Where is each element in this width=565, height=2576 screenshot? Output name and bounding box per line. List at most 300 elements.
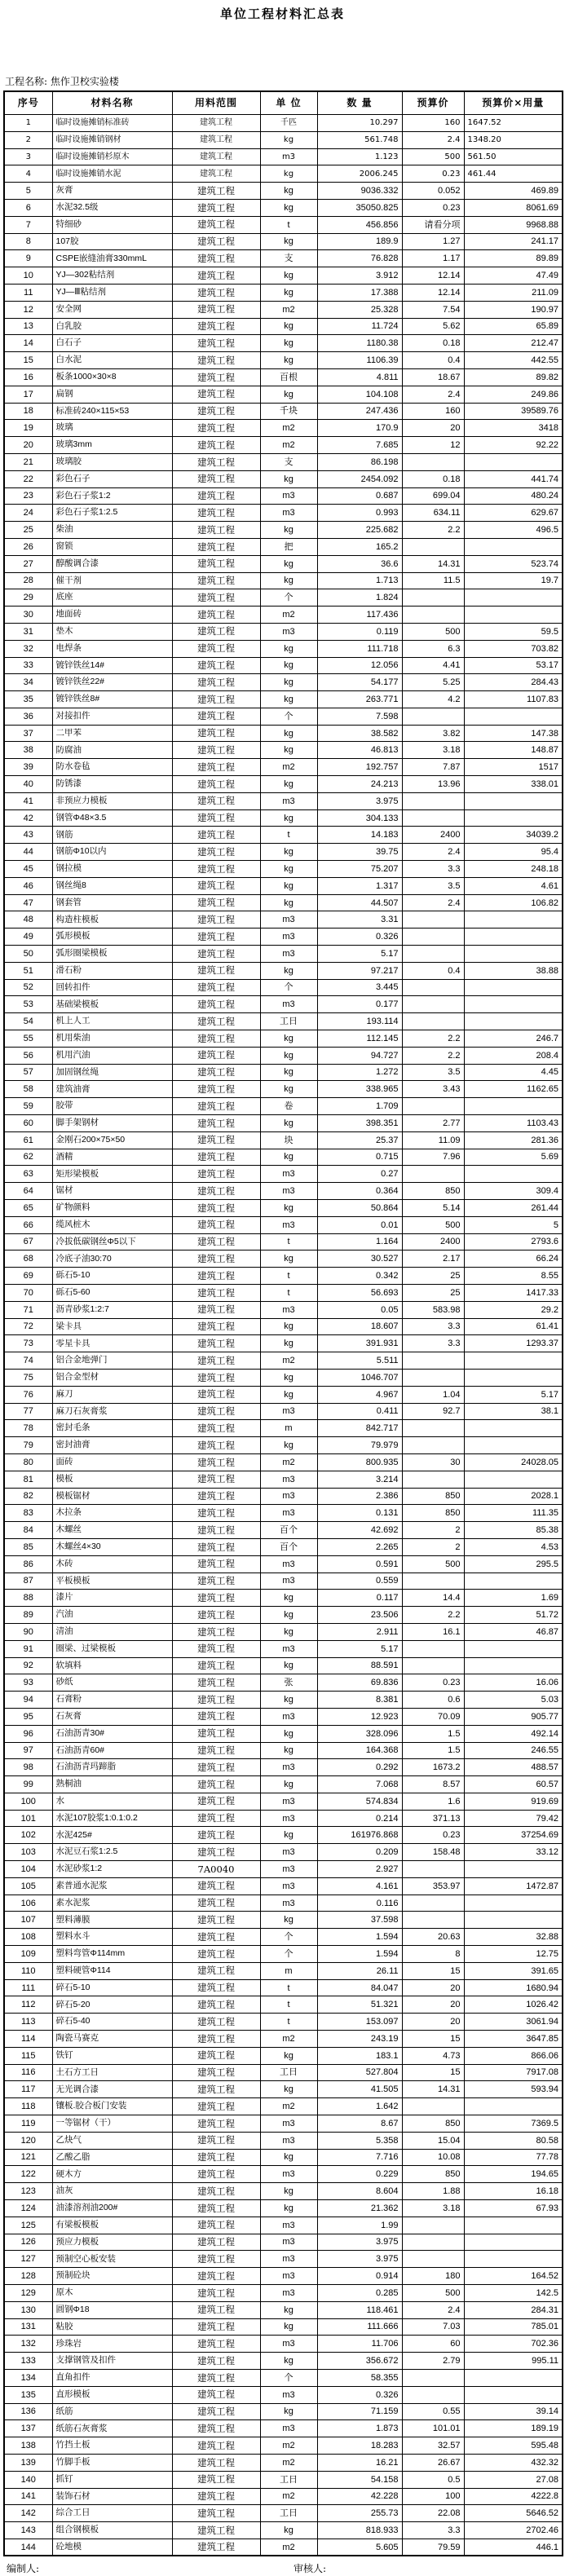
table-row: [4, 403, 563, 420]
table-row: [4, 1776, 563, 1793]
cell-price-times-usage: 1417.33: [464, 1284, 563, 1301]
cell-no: 42: [4, 809, 52, 827]
cell-budget-price: 6.3: [402, 640, 464, 657]
cell-price-times-usage: 488.57: [464, 1759, 563, 1776]
cell-no: 110: [4, 1962, 52, 1979]
cell-price-times-usage: 995.11: [464, 2353, 563, 2370]
cell-price-times-usage: 8061.69: [464, 199, 563, 216]
project-name-line: [5, 74, 565, 88]
cell-quantity: 14.183: [317, 827, 402, 844]
cell-quantity: 161976.868: [317, 1827, 402, 1844]
cell-unit: kg: [260, 233, 317, 250]
table-row: [4, 1335, 563, 1352]
cell-no: 109: [4, 1946, 52, 1963]
cell-unit: t: [260, 827, 317, 844]
cell-no: 114: [4, 2031, 52, 2048]
table-row: [4, 2031, 563, 2048]
cell-usage-scope: 建筑工程: [172, 131, 260, 148]
cell-budget-price: [402, 1369, 464, 1386]
cell-price-times-usage: 1680.94: [464, 1979, 563, 1996]
cell-usage-scope: 建筑工程: [172, 1403, 260, 1420]
cell-quantity: 561.748: [317, 131, 402, 148]
cell-budget-price: 2.17: [402, 1251, 464, 1268]
cell-quantity: 0.559: [317, 1573, 402, 1590]
cell-no: 105: [4, 1877, 52, 1895]
cell-quantity: 1.709: [317, 1098, 402, 1115]
cell-quantity: 1.164: [317, 1233, 402, 1251]
cell-budget-price: 20: [402, 1996, 464, 2014]
cell-budget-price: 92.7: [402, 1403, 464, 1420]
cell-material-name: 木砖: [52, 1555, 172, 1573]
cell-quantity: 0.209: [317, 1844, 402, 1861]
table-row: [4, 505, 563, 522]
cell-quantity: 800.935: [317, 1453, 402, 1471]
cell-usage-scope: 建筑工程: [172, 1335, 260, 1352]
cell-quantity: 263.771: [317, 691, 402, 708]
cell-price-times-usage: 1103.43: [464, 1115, 563, 1132]
cell-budget-price: 353.97: [402, 1877, 464, 1895]
cell-quantity: 16.21: [317, 2454, 402, 2471]
cell-usage-scope: 建筑工程: [172, 1555, 260, 1573]
cell-material-name: 安全网: [52, 301, 172, 318]
cell-unit: m3: [260, 2268, 317, 2285]
footer-preparer-label: 编制人:: [7, 2563, 40, 2575]
cell-price-times-usage: 61.41: [464, 1318, 563, 1335]
cell-no: 94: [4, 1692, 52, 1709]
cell-budget-price: 15: [402, 2064, 464, 2081]
cell-usage-scope: 建筑工程: [172, 2454, 260, 2471]
cell-no: 96: [4, 1725, 52, 1742]
cell-material-name: 催干剂: [52, 572, 172, 589]
cell-usage-scope: 建筑工程: [172, 403, 260, 420]
cell-usage-scope: 建筑工程: [172, 674, 260, 691]
cell-unit: kg: [260, 1590, 317, 1607]
cell-quantity: 0.131: [317, 1505, 402, 1522]
cell-usage-scope: 建筑工程: [172, 1996, 260, 2014]
cell-unit: t: [260, 2014, 317, 2031]
cell-no: 51: [4, 962, 52, 979]
cell-unit: 工日: [260, 2064, 317, 2081]
cell-price-times-usage: 148.87: [464, 742, 563, 759]
cell-material-name: 水: [52, 1793, 172, 1810]
table-row: [4, 2285, 563, 2302]
cell-material-name: 防水卷毡: [52, 759, 172, 776]
table-row: [4, 1403, 563, 1420]
cell-budget-price: 14.31: [402, 2081, 464, 2098]
cell-no: 56: [4, 1047, 52, 1064]
cell-material-name: 碎石5-10: [52, 1979, 172, 1996]
cell-material-name: 圆钢Φ18: [52, 2301, 172, 2318]
cell-unit: m2: [260, 301, 317, 318]
table-row: [4, 1200, 563, 1217]
table-row: [4, 1251, 563, 1268]
cell-material-name: 油漆溶剂油200#: [52, 2200, 172, 2217]
cell-price-times-usage: 261.44: [464, 1200, 563, 1217]
cell-budget-price: 18.67: [402, 368, 464, 386]
table-row: [4, 1962, 563, 1979]
cell-usage-scope: 建筑工程: [172, 1369, 260, 1386]
table-row: [4, 267, 563, 285]
cell-quantity: 5.511: [317, 1352, 402, 1370]
cell-price-times-usage: 9968.88: [464, 216, 563, 233]
cell-budget-price: 0.23: [402, 1674, 464, 1692]
cell-material-name: 镀锌铁丝8#: [52, 691, 172, 708]
cell-budget-price: 32.57: [402, 2437, 464, 2455]
cell-quantity: 18.283: [317, 2437, 402, 2455]
cell-no: 143: [4, 2522, 52, 2539]
cell-usage-scope: 建筑工程: [172, 2031, 260, 2048]
cell-material-name: 镶板.胶合板门安装: [52, 2098, 172, 2115]
cell-material-name: 板条1000×30×8: [52, 368, 172, 386]
cell-price-times-usage: 77.78: [464, 2149, 563, 2166]
cell-quantity: 38.582: [317, 725, 402, 742]
cell-price-times-usage: 5: [464, 1216, 563, 1233]
cell-budget-price: 7.03: [402, 2318, 464, 2336]
cell-material-name: 土石方工日: [52, 2064, 172, 2081]
table-row: [4, 2098, 563, 2115]
cell-material-name: 机用汽油: [52, 1047, 172, 1064]
cell-usage-scope: 建筑工程: [172, 623, 260, 640]
cell-budget-price: [402, 1912, 464, 1929]
cell-unit: 块: [260, 1131, 317, 1149]
cell-material-name: 砂纸: [52, 1674, 172, 1692]
cell-price-times-usage: 208.4: [464, 1047, 563, 1064]
cell-unit: m3: [260, 623, 317, 640]
cell-price-times-usage: 785.01: [464, 2318, 563, 2336]
cell-quantity: 118.461: [317, 2301, 402, 2318]
cell-material-name: 陶瓷马赛克: [52, 2031, 172, 2048]
cell-budget-price: 850: [402, 2115, 464, 2133]
cell-usage-scope: 建筑工程: [172, 1030, 260, 1048]
cell-quantity: 0.411: [317, 1403, 402, 1420]
table-row: [4, 1047, 563, 1064]
cell-budget-price: 3.5: [402, 1064, 464, 1081]
cell-usage-scope: 建筑工程: [172, 792, 260, 809]
cell-budget-price: [402, 708, 464, 725]
cell-no: 116: [4, 2064, 52, 2081]
cell-quantity: 842.717: [317, 1420, 402, 1437]
cell-material-name: 彩色石子浆1:2.5: [52, 505, 172, 522]
header-cell-no: 序号: [4, 91, 52, 115]
cell-material-name: 钢拉模: [52, 861, 172, 878]
table-row: [4, 250, 563, 267]
table-row: [4, 589, 563, 607]
cell-quantity: 0.05: [317, 1301, 402, 1318]
cell-unit: t: [260, 1233, 317, 1251]
cell-no: 3: [4, 148, 52, 165]
cell-usage-scope: 建筑工程: [172, 216, 260, 233]
cell-quantity: 97.217: [317, 962, 402, 979]
cell-unit: m3: [260, 2115, 317, 2133]
table-row: [4, 555, 563, 572]
cell-quantity: 153.097: [317, 2014, 402, 2031]
cell-budget-price: 15: [402, 1962, 464, 1979]
cell-no: 127: [4, 2251, 52, 2268]
cell-price-times-usage: 3418: [464, 420, 563, 437]
cell-quantity: 0.326: [317, 2386, 402, 2403]
cell-no: 76: [4, 1386, 52, 1403]
cell-price-times-usage: 194.65: [464, 2166, 563, 2183]
table-row: [4, 1030, 563, 1048]
cell-material-name: 玻璃: [52, 420, 172, 437]
cell-no: 108: [4, 1929, 52, 1946]
cell-material-name: 矿物颜料: [52, 1200, 172, 1217]
cell-quantity: 165.2: [317, 538, 402, 555]
table-row: [4, 911, 563, 929]
table-row: [4, 1538, 563, 1555]
cell-price-times-usage: [464, 1471, 563, 1488]
cell-budget-price: 2.4: [402, 386, 464, 403]
cell-no: 12: [4, 301, 52, 318]
cell-usage-scope: 建筑工程: [172, 1301, 260, 1318]
cell-usage-scope: 建筑工程: [172, 522, 260, 539]
cell-unit: kg: [260, 1149, 317, 1166]
cell-price-times-usage: 51.72: [464, 1607, 563, 1624]
cell-quantity: 0.993: [317, 505, 402, 522]
cell-no: 19: [4, 420, 52, 437]
cell-budget-price: 12.14: [402, 267, 464, 285]
cell-budget-price: 22.08: [402, 2505, 464, 2522]
cell-budget-price: [402, 1640, 464, 1657]
cell-quantity: 42.228: [317, 2488, 402, 2505]
cell-unit: kg: [260, 522, 317, 539]
cell-usage-scope: 建筑工程: [172, 1827, 260, 1844]
cell-no: 118: [4, 2098, 52, 2115]
cell-quantity: 21.362: [317, 2200, 402, 2217]
cell-price-times-usage: 249.86: [464, 386, 563, 403]
table-row: [4, 2081, 563, 2098]
cell-price-times-usage: 38.1: [464, 1403, 563, 1420]
table-row: [4, 199, 563, 216]
cell-budget-price: [402, 1437, 464, 1454]
table-row: [4, 1318, 563, 1335]
cell-price-times-usage: 1162.65: [464, 1081, 563, 1098]
cell-price-times-usage: 4.45: [464, 1064, 563, 1081]
material-summary-table: [3, 90, 563, 2556]
table-row: [4, 318, 563, 335]
header-cell-price-times-usage: 预算价×用量: [464, 91, 563, 115]
cell-budget-price: [402, 2098, 464, 2115]
table-row: [4, 1013, 563, 1030]
cell-unit: 支: [260, 250, 317, 267]
table-row: [4, 1098, 563, 1115]
cell-usage-scope: 建筑工程: [172, 2403, 260, 2420]
cell-quantity: 164.368: [317, 1742, 402, 1759]
cell-price-times-usage: 561.50: [464, 148, 563, 165]
cell-usage-scope: 建筑工程: [172, 1844, 260, 1861]
table-row: [4, 1979, 563, 1996]
cell-price-times-usage: 246.55: [464, 1742, 563, 1759]
cell-quantity: 7.598: [317, 708, 402, 725]
cell-budget-price: [402, 1861, 464, 1878]
table-row: [4, 1471, 563, 1488]
cell-no: 48: [4, 911, 52, 929]
cell-no: 82: [4, 1488, 52, 1505]
cell-quantity: 1.317: [317, 877, 402, 894]
cell-no: 129: [4, 2285, 52, 2302]
cell-material-name: 石油沥青60#: [52, 1742, 172, 1759]
cell-unit: m3: [260, 1471, 317, 1488]
table-row: [4, 1064, 563, 1081]
table-row: [4, 996, 563, 1013]
cell-unit: 个: [260, 2369, 317, 2386]
cell-budget-price: 3.43: [402, 1081, 464, 1098]
cell-material-name: 水泥砂浆1:2: [52, 1861, 172, 1878]
cell-quantity: 0.177: [317, 996, 402, 1013]
cell-unit: kg: [260, 199, 317, 216]
cell-quantity: 2.265: [317, 1538, 402, 1555]
cell-material-name: 有梁板模板: [52, 2217, 172, 2234]
table-row: [4, 1827, 563, 1844]
cell-quantity: 0.229: [317, 2166, 402, 2183]
cell-price-times-usage: 106.82: [464, 894, 563, 911]
cell-material-name: 灰膏: [52, 183, 172, 200]
cell-budget-price: [402, 2369, 464, 2386]
cell-price-times-usage: 85.38: [464, 1522, 563, 1539]
cell-no: 74: [4, 1352, 52, 1370]
cell-no: 92: [4, 1657, 52, 1674]
cell-material-name: 弧形模板: [52, 929, 172, 946]
cell-no: 2: [4, 131, 52, 148]
cell-no: 64: [4, 1183, 52, 1200]
cell-material-name: 醇酸调合漆: [52, 555, 172, 572]
cell-unit: kg: [260, 1386, 317, 1403]
cell-unit: kg: [260, 1064, 317, 1081]
cell-budget-price: 2.4: [402, 2301, 464, 2318]
table-row: [4, 708, 563, 725]
cell-budget-price: 14.31: [402, 555, 464, 572]
cell-unit: m2: [260, 437, 317, 454]
cell-usage-scope: 建筑工程: [172, 2200, 260, 2217]
cell-price-times-usage: 461.44: [464, 165, 563, 183]
cell-unit: kg: [260, 2200, 317, 2217]
cell-unit: kg: [260, 1776, 317, 1793]
cell-no: 80: [4, 1453, 52, 1471]
cell-usage-scope: 建筑工程: [172, 1522, 260, 1539]
cell-unit: 个: [260, 708, 317, 725]
cell-usage-scope: 建筑工程: [172, 505, 260, 522]
cell-price-times-usage: 246.7: [464, 1030, 563, 1048]
cell-material-name: 金刚石200×75×50: [52, 1131, 172, 1149]
cell-quantity: 0.364: [317, 1183, 402, 1200]
cell-unit: kg: [260, 318, 317, 335]
cell-material-name: 缆风桩木: [52, 1216, 172, 1233]
cell-budget-price: [402, 946, 464, 963]
cell-price-times-usage: [464, 1013, 563, 1030]
cell-usage-scope: 建筑工程: [172, 2437, 260, 2455]
cell-material-name: 塑料硬管Φ114: [52, 1962, 172, 1979]
cell-price-times-usage: 629.67: [464, 505, 563, 522]
cell-no: 45: [4, 861, 52, 878]
cell-no: 27: [4, 555, 52, 572]
table-row: [4, 1810, 563, 1827]
cell-quantity: 54.177: [317, 674, 402, 691]
cell-usage-scope: 建筑工程: [172, 1742, 260, 1759]
cell-quantity: 23.506: [317, 1607, 402, 1624]
cell-unit: m3: [260, 2234, 317, 2251]
table-row: [4, 1166, 563, 1183]
cell-usage-scope: 建筑工程: [172, 657, 260, 674]
cell-price-times-usage: 309.4: [464, 1183, 563, 1200]
cell-usage-scope: 建筑工程: [172, 1131, 260, 1149]
cell-price-times-usage: 4.61: [464, 877, 563, 894]
table-row: [4, 946, 563, 963]
cell-quantity: 4.811: [317, 368, 402, 386]
cell-price-times-usage: [464, 538, 563, 555]
page-title: 单位工程材料汇总表: [219, 7, 345, 21]
cell-material-name: 底座: [52, 589, 172, 607]
cell-usage-scope: 建筑工程: [172, 2285, 260, 2302]
cell-budget-price: [402, 929, 464, 946]
cell-budget-price: 25: [402, 1268, 464, 1285]
cell-material-name: 珍珠岩: [52, 2336, 172, 2353]
cell-material-name: 水泥豆石浆1:2.5: [52, 1844, 172, 1861]
cell-unit: kg: [260, 1115, 317, 1132]
table-row: [4, 877, 563, 894]
cell-usage-scope: 建筑工程: [172, 1793, 260, 1810]
cell-no: 83: [4, 1505, 52, 1522]
cell-material-name: 一等锯材（干）: [52, 2115, 172, 2133]
cell-price-times-usage: 1517: [464, 759, 563, 776]
cell-usage-scope: 建筑工程: [172, 1810, 260, 1827]
table-row: [4, 657, 563, 674]
cell-unit: kg: [260, 1335, 317, 1352]
cell-budget-price: [402, 996, 464, 1013]
cell-material-name: 乙炔气: [52, 2132, 172, 2149]
cell-price-times-usage: 212.47: [464, 335, 563, 352]
cell-no: 72: [4, 1318, 52, 1335]
cell-no: 10: [4, 267, 52, 285]
cell-unit: t: [260, 1979, 317, 1996]
cell-usage-scope: 建筑工程: [172, 2318, 260, 2336]
cell-quantity: 94.727: [317, 1047, 402, 1064]
cell-no: 86: [4, 1555, 52, 1573]
cell-unit: m3: [260, 996, 317, 1013]
cell-usage-scope: 建筑工程: [172, 911, 260, 929]
table-row: [4, 1233, 563, 1251]
table-row: [4, 2353, 563, 2370]
cell-quantity: 818.933: [317, 2522, 402, 2539]
cell-no: 16: [4, 368, 52, 386]
cell-material-name: 石油沥青玛蹄脂: [52, 1759, 172, 1776]
cell-quantity: 2.386: [317, 1488, 402, 1505]
table-row: [4, 2234, 563, 2251]
cell-budget-price: 0.55: [402, 2403, 464, 2420]
cell-no: 24: [4, 505, 52, 522]
cell-budget-price: 3.3: [402, 1335, 464, 1352]
cell-usage-scope: 建筑工程: [172, 2336, 260, 2353]
cell-usage-scope: 建筑工程: [172, 2183, 260, 2200]
cell-quantity: 192.757: [317, 759, 402, 776]
cell-material-name: 标准砖240×115×53: [52, 403, 172, 420]
cell-budget-price: [402, 1573, 464, 1590]
cell-quantity: 18.607: [317, 1318, 402, 1335]
header-cell-budget-price: 预算价: [402, 91, 464, 115]
table-row: [4, 1352, 563, 1370]
cell-no: 107: [4, 1912, 52, 1929]
table-row: [4, 1081, 563, 1098]
table-row: [4, 2471, 563, 2488]
cell-budget-price: 3.5: [402, 877, 464, 894]
cell-unit: m2: [260, 2488, 317, 2505]
cell-unit: kg: [260, 1030, 317, 1048]
table-row: [4, 420, 563, 437]
cell-price-times-usage: 147.38: [464, 725, 563, 742]
cell-unit: kg: [260, 1251, 317, 1268]
material-table-body: [4, 115, 563, 2556]
cell-no: 34: [4, 674, 52, 691]
cell-usage-scope: 建筑工程: [172, 2132, 260, 2149]
